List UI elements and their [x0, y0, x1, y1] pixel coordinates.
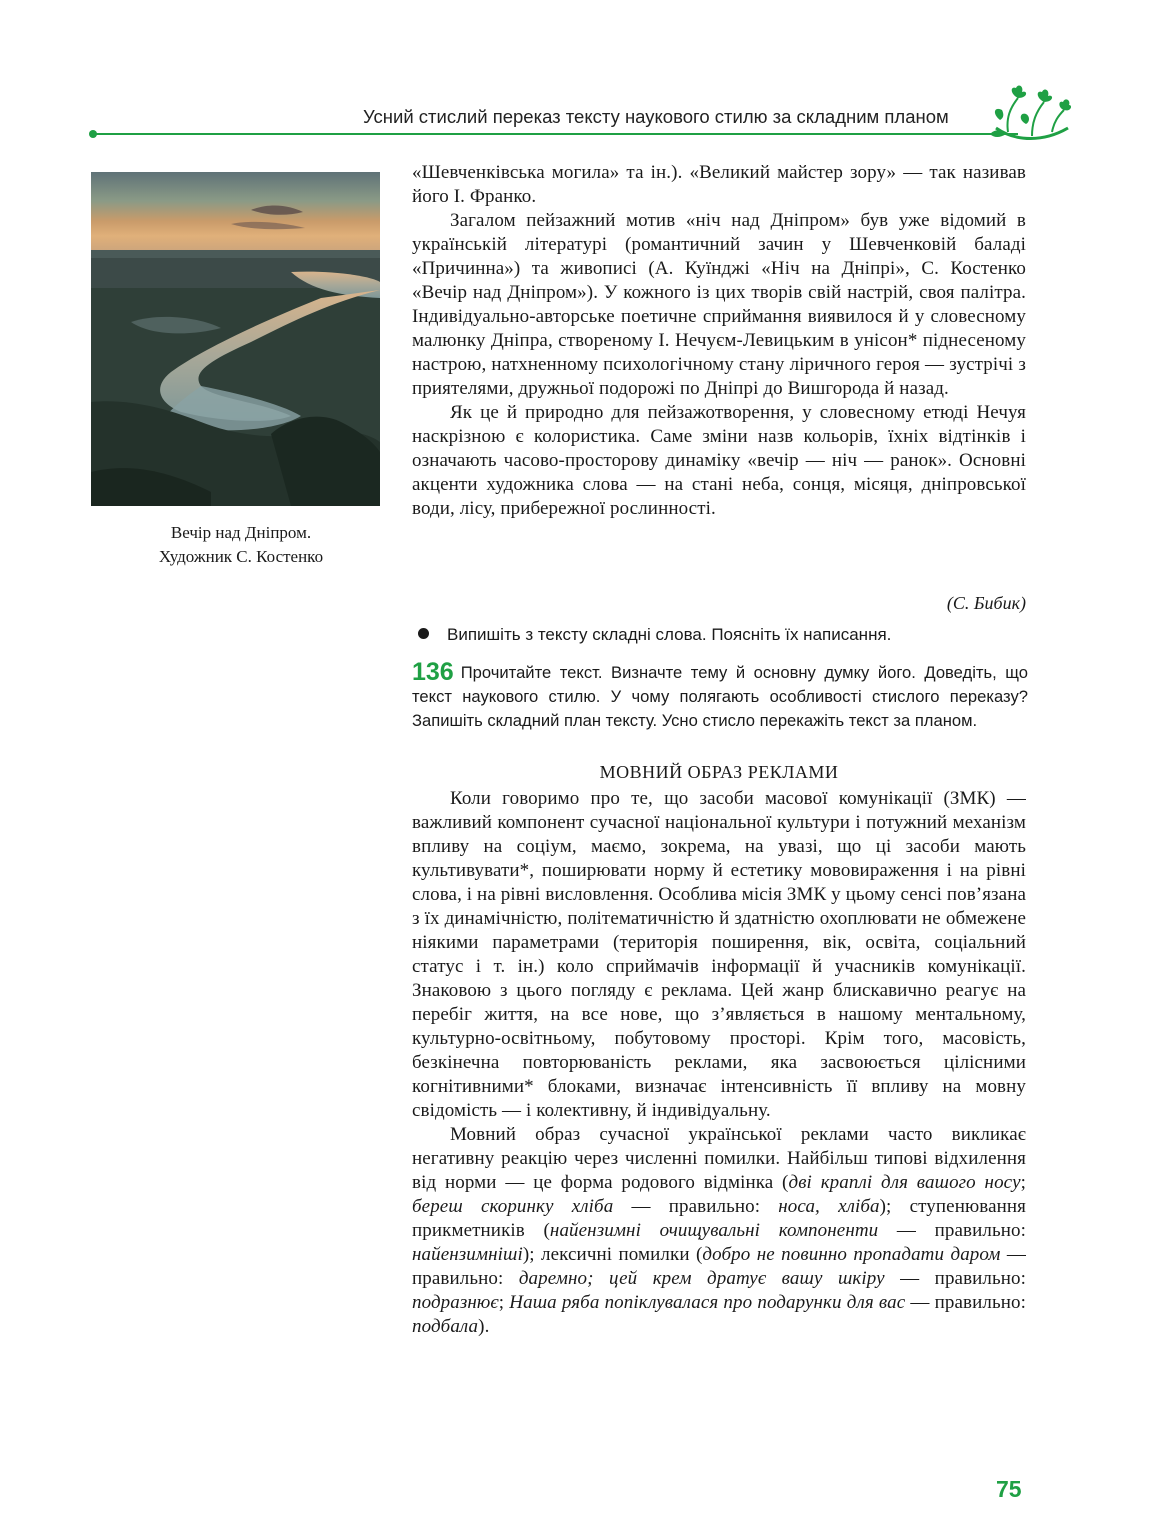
- bullet-task: [418, 625, 1028, 645]
- author-attribution: (С. Бибик): [946, 593, 1026, 613]
- text-run: ); лексичні помилки (: [522, 1244, 703, 1265]
- bullet-task-text: Випишіть з тексту складні слова. Поясніть їх написання.: [447, 625, 892, 644]
- text-run: ;: [1020, 1172, 1026, 1193]
- example-italic: найензимніші: [412, 1244, 523, 1265]
- example-italic: подбала: [412, 1316, 479, 1337]
- caption-line-title: Вечір над Дніпром.: [170, 523, 312, 542]
- exercise-number: 136: [412, 658, 454, 686]
- text-run: Мовний образ сучасної української реклами часто викликає негативну реакцію через численні помилки. Найбільш типові відхилення від норми — це форма родового відмінка (: [412, 1124, 1026, 1193]
- text-run: ;: [498, 1292, 510, 1313]
- bullet-icon: [418, 628, 429, 639]
- paragraph-with-examples: [412, 1123, 1026, 1339]
- example-italic: подразнює: [412, 1292, 499, 1313]
- paragraph: Коли говоримо про те, що засоби масової комунікації (ЗМК) — важливий компонент сучасної національної культури і потужний механізм впливу на соціум, маємо, зокрема, на увазі, що ці засоби мають культивувати*, поширювати норму й естетику мововираження і на рівні слова, і на рівні висловлення. Особлива місія ЗМК у цьому сенсі пов’язана з їх динамічністю, політематичністю й здатністю охоплювати не обмежене ніякими параметрами (територія поширення, вік, освіта, соціальний статус і т. ін.) коло сприймачів інформації й учасників комунікації. Знаковою з цього погляду є реклама. Цей жанр блискавично реагує на перебіг життя, на все нове, що з’являється в нашому ментальному, культурно-освітньому, побутовому просторі. Крім того, масовість, безкінечна повторюваність реклами, яка засвоюється цілісними когнітивними* блоками, визначає інтенсивність її впливу на мовну свідомість — і колективну, й індивідуальну.: [412, 788, 1026, 1121]
- text-run: — правильно:: [905, 1292, 1026, 1313]
- text-run: — правильно:: [412, 1244, 1027, 1289]
- example-italic: носа, хліба: [778, 1196, 880, 1217]
- example-italic: дві краплі для вашого носу: [788, 1172, 1021, 1193]
- section-title: МОВНИЙ ОБРАЗ РЕКЛАМИ: [599, 762, 839, 782]
- exercise-instructions: Прочитайте текст. Визначте тему й основну думку його. Доведіть, що текст наукового стилю. У чому полягають особливості стислого переказу? Запишіть складний план тексту. Усно стисло перекажіть текст за планом.: [412, 663, 1028, 730]
- text-run: — правильно:: [878, 1220, 1026, 1241]
- example-italic: найензимні очищувальні компоненти: [549, 1220, 879, 1241]
- paragraph: Як це й природно для пейзажотворення, у словесному етюді Нечуя наскрізною є колористика. Саме зміни назв кольорів, їхніх відтінків і означають часово-просторову динаміку «вечір — ніч — ранок». Основні акценти художника слова — на стані неба, сонця, місяця, дніпровської води, лісу, прибережної рослинності.: [412, 402, 1026, 519]
- text-run: ).: [478, 1316, 490, 1337]
- paragraph: «Шевченківська могила» та ін.). «Великий майстер зору» — так називав його І. Франко.: [412, 162, 1026, 207]
- painting-evening-over-dnipro: [91, 172, 380, 506]
- page-number: 75: [996, 1476, 1022, 1502]
- example-italic: даремно; цей крем дратує вашу шкіру: [518, 1268, 885, 1289]
- exercise-136: [412, 660, 1028, 733]
- example-italic: береш скоринку хліба: [412, 1196, 614, 1217]
- header-rule: [94, 133, 1018, 135]
- caption-line-artist: Художник С. Костенко: [158, 547, 324, 566]
- painting-caption: [91, 521, 391, 569]
- text-run: — правильно:: [613, 1196, 779, 1217]
- text-continuation: [412, 161, 1026, 521]
- paragraph: Загалом пейзажний мотив «ніч над Дніпром» був уже відомий в українській літературі (романтичний зачин у Шевченковій баладі «Причинна») та живописі (А. Куїнджі «Ніч на Дніпрі», С. Костенко «Вечір над Дніпром»). У кожного із цих творів свій настрій, своя палітра. Індивідуально-авторське поетичне сприймання виявилося й у словесному малюнку Дніпра, створеному І. Нечуєм-Левицьким в унісон* піднесеному настрою, натхненному психологічному стану ліричного героя — зустрічі з приятелями, дружньої подорожі по Дніпрі до Вишгорода й назад.: [412, 210, 1026, 399]
- flower-ornament-icon: [988, 84, 1072, 150]
- example-italic: Наша ряба попіклувалася про подарунки для вас: [509, 1292, 906, 1313]
- text-run: — правильно:: [884, 1268, 1027, 1289]
- article-body: [412, 787, 1026, 1339]
- example-italic: добро не повинно пропадати даром: [702, 1244, 1001, 1265]
- running-header-title: Усний стислий переказ тексту наукового стилю за складним планом: [363, 106, 949, 127]
- text-run: ); ступенювання прикметників (: [412, 1196, 1026, 1241]
